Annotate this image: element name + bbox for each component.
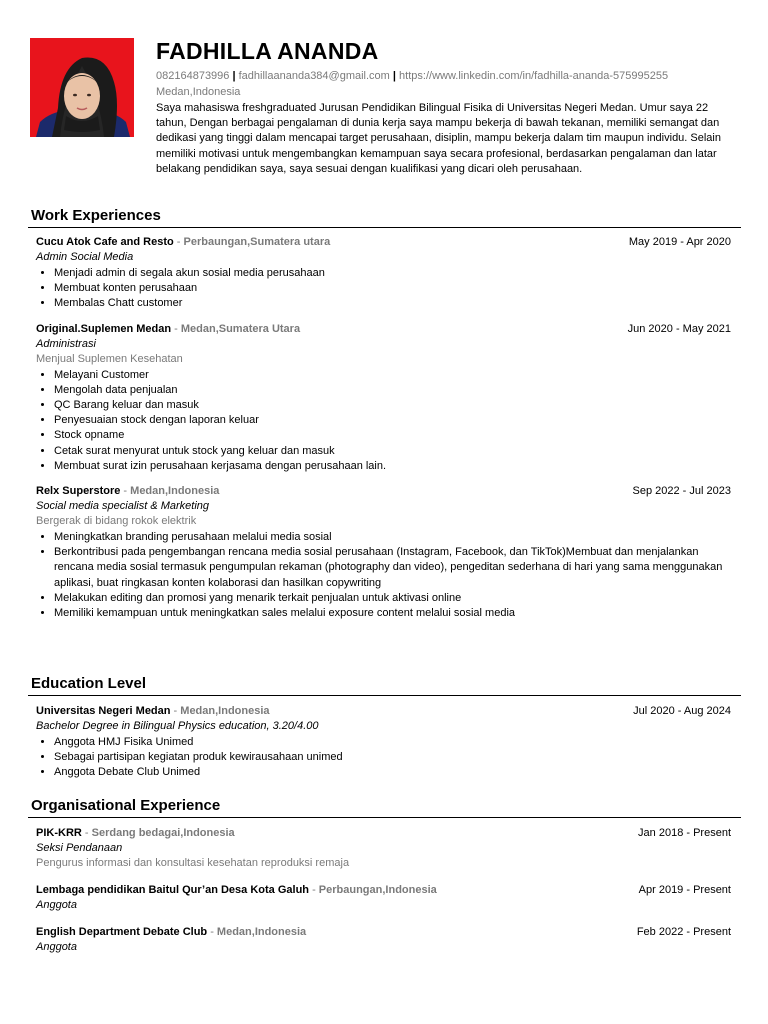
- duties-list: [36, 266, 731, 312]
- education-section: [28, 675, 741, 781]
- position-description: Pengurus informasi dan konsultasi kesehatan reproduksi remaja: [36, 857, 350, 869]
- entry-dates: Apr 2019 - Present: [638, 884, 731, 896]
- entry-header: English Department Debate Club - Medan,Indonesia Feb 2022 - Present: [36, 926, 731, 938]
- section-title-work: Work Experiences: [28, 207, 741, 228]
- list-item: • Berkontribusi pada pengembangan rencana media sosial perusahaan (Instagram, Facebook, dan TikTok)Membuat dan menjalankan rencana media sosial termasuk pengumpulan rekaman (photography dan video), pengeditan sederhana di hari yang sama menggunakan aplikasi, buat ringkasan konten kolaborasi dan hasilkan copywriting: [54, 545, 731, 591]
- position-title: Anggota: [36, 899, 77, 911]
- profile-photo: [30, 38, 134, 137]
- list-item: • QC Barang keluar dan masuk: [54, 398, 731, 413]
- linkedin-link[interactable]: https://www.linkedin.com/in/fadhilla-ananda-575995255: [399, 70, 669, 82]
- activities-list: [36, 735, 731, 781]
- list-item: • Membuat konten perusahaan: [54, 281, 731, 296]
- organisation-entry: [28, 825, 741, 871]
- employer-name: Original.Suplemen Medan: [36, 322, 172, 335]
- list-item: • Membuat surat izin perusahaan kerjasama dengan perusahaan lain.: [54, 459, 731, 474]
- phone-number: 082164873996: [156, 70, 230, 82]
- organisation-location: Serdang bedagai,Indonesia: [91, 827, 235, 839]
- work-entry: [28, 234, 741, 312]
- header-text: [156, 38, 740, 177]
- entry-dates: Feb 2022 - Present: [636, 926, 731, 938]
- education-entry: [28, 703, 741, 781]
- entry-dates: May 2019 - Apr 2020: [628, 236, 731, 248]
- institution-location: Medan,Indonesia: [180, 705, 270, 717]
- entry-header: Cucu Atok Cafe and Resto - Perbaungan,Sumatera utara May 2019 - Apr 2020: [36, 236, 731, 248]
- list-item: • Anggota Debate Club Unimed: [54, 765, 731, 780]
- organisation-entry: [28, 882, 741, 913]
- section-title-organisation: Organisational Experience: [28, 797, 741, 818]
- entry-header: Universitas Negeri Medan - Medan,Indonesia Jul 2020 - Aug 2024: [36, 705, 731, 717]
- organisation-location: Perbaungan,Indonesia: [318, 884, 437, 896]
- entry-header: Lembaga pendidikan Baitul Qur’an Desa Kota Galuh - Perbaungan,Indonesia Apr 2019 - Present: [36, 884, 731, 896]
- organisation-entry: [28, 924, 741, 955]
- employer-name: Cucu Atok Cafe and Resto: [36, 236, 174, 248]
- profile-summary: Saya mahasiswa freshgraduated Jurusan Pendidikan Bilingual Fisika di Universitas Negeri Medan. Umur saya 22 tahun, Dengan berbagai pengalaman di dunia kerja saya mampu bekerja di bawah tekanan, memiliki semangat dan dedikasi yang tinggi dalam mencapai target perusahaan, disiplin, mampu bekerja dalam tim maupun individu. Selain memiliki motivasi untuk mengembangkan kemampuan saya secara profesional, berdasarkan pengalaman dan latar belakang pendidikan saya, saya sesuai dengan kualifikasi yang dicari oleh perusahaan.: [156, 102, 721, 175]
- employer-name: Relx Superstore: [36, 485, 121, 498]
- contact-separator: |: [232, 70, 236, 82]
- degree-title: Bachelor Degree in Bilingual Physics education, 3.20/4.00: [36, 720, 319, 732]
- duties-list: [36, 368, 731, 474]
- position-title: Anggota: [36, 941, 77, 953]
- job-title: Admin Social Media: [36, 251, 134, 263]
- list-item: • Melayani Customer: [54, 368, 731, 383]
- contact-line: [156, 68, 740, 84]
- duties-list: [36, 530, 731, 621]
- organisational-experience-section: [28, 797, 741, 955]
- organisation-name: Lembaga pendidikan Baitul Qur’an Desa Kota Galuh: [36, 884, 310, 896]
- job-description: Bergerak di bidang rokok elektrik: [36, 515, 197, 528]
- candidate-name: FADHILLA ANANDA: [156, 38, 379, 64]
- job-title: Social media specialist & Marketing: [36, 500, 210, 513]
- entry-dates: Jul 2020 - Aug 2024: [633, 705, 731, 717]
- entry-dates: Sep 2022 - Jul 2023: [632, 485, 731, 498]
- entry-dates: Jan 2018 - Present: [638, 827, 731, 839]
- list-item: • Cetak surat menyurat untuk stock yang keluar dan masuk: [54, 444, 731, 459]
- list-item: • Melakukan editing dan promosi yang menarik terkait penjualan untuk aktivasi online: [54, 591, 731, 606]
- list-item: • Mengolah data penjualan: [54, 383, 731, 398]
- profile-photo-illustration: [30, 38, 134, 137]
- employer-location: Medan,Sumatera Utara: [180, 322, 301, 335]
- list-item: • Stock opname: [54, 428, 731, 443]
- contact-separator: |: [392, 70, 396, 82]
- entry-header: Relx Superstore - Medan,Indonesia Sep 2022 - Jul 2023: [36, 485, 731, 498]
- list-item: • Memiliki kemampuan untuk meningkatkan sales melalui exposure content melalui sosial media: [54, 606, 731, 621]
- organisation-name: English Department Debate Club: [36, 926, 208, 938]
- employer-location: Perbaungan,Sumatera utara: [183, 236, 331, 248]
- entry-header: PIK-KRR - Serdang bedagai,Indonesia Jan 2018 - Present: [36, 827, 731, 839]
- job-description: Menjual Suplemen Kesehatan: [36, 352, 183, 365]
- work-entry: [28, 321, 741, 474]
- list-item: • Sebagai partisipan kegiatan produk kewirausahaan unimed: [54, 750, 731, 765]
- list-item: • Meningkatkan branding perusahaan melalui media sosial: [54, 530, 731, 545]
- email-link[interactable]: fadhillaananda384@gmail.com: [238, 70, 390, 82]
- list-item: • Menjadi admin di segala akun sosial media perusahaan: [54, 266, 731, 281]
- organisation-name: PIK-KRR: [36, 827, 82, 839]
- list-item: • Penyesuaian stock dengan laporan keluar: [54, 413, 731, 428]
- list-item: • Membalas Chatt customer: [54, 296, 731, 311]
- position-title: Seksi Pendanaan: [36, 842, 123, 854]
- candidate-location: Medan,Indonesia: [156, 86, 241, 98]
- employer-location: Medan,Indonesia: [130, 485, 220, 498]
- job-title: Administrasi: [36, 337, 96, 350]
- entry-header: Original.Suplemen Medan - Medan,Sumatera Utara Jun 2020 - May 2021: [36, 322, 731, 335]
- section-title-education: Education Level: [28, 675, 741, 696]
- entry-dates: Jun 2020 - May 2021: [627, 322, 731, 335]
- work-experience-section: [28, 207, 741, 621]
- list-item: • Anggota HMJ Fisika Unimed: [54, 735, 731, 750]
- institution-name: Universitas Negeri Medan: [36, 705, 171, 717]
- work-entry: [28, 483, 741, 621]
- organisation-location: Medan,Indonesia: [216, 926, 307, 938]
